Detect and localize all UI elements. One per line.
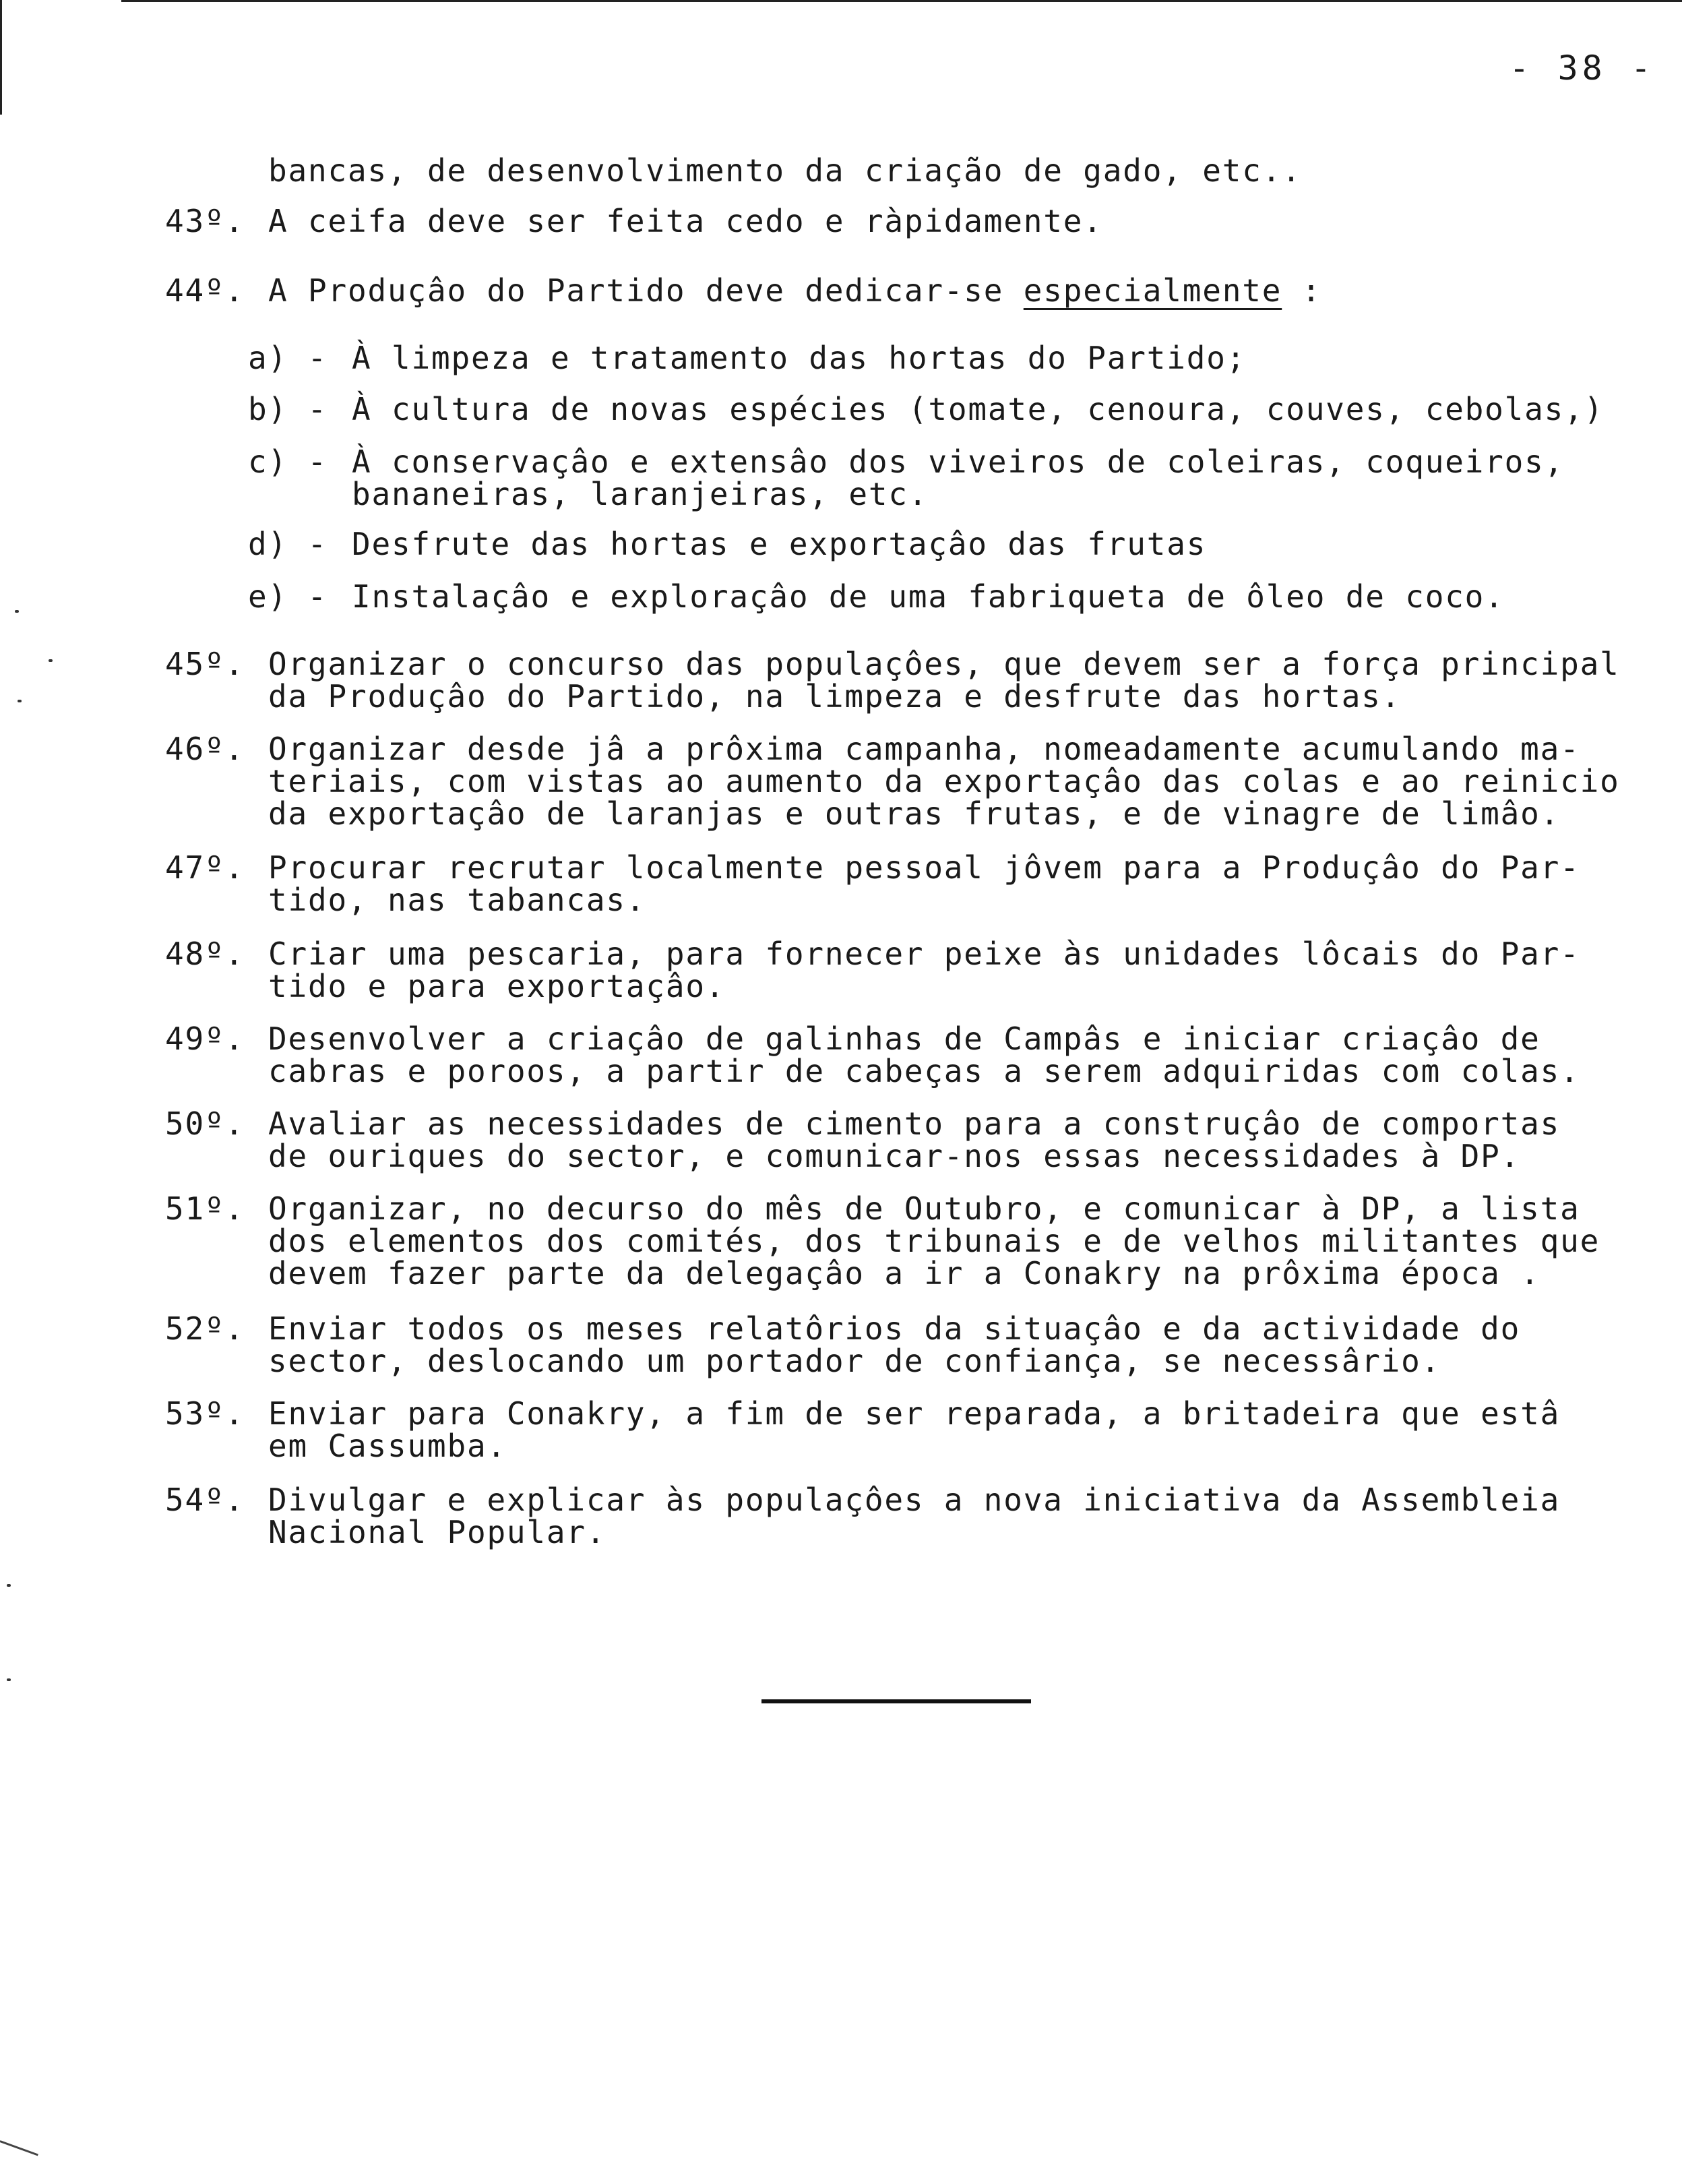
item-text-44 [268, 274, 1321, 307]
item-text-51-3: devem fazer parte da delegaçâo a ir a Conakry na prôxima época . [268, 1255, 1540, 1292]
subitem-text-c-1: À conservaçâo e extensâo dos viveiros de coleiras, coqueiros, [352, 444, 1565, 480]
item-text-50-2: de ouriques do sector, e comunicar-nos essas necessidades à DP. [268, 1138, 1521, 1174]
scan-speck [7, 1584, 11, 1587]
item-text-43: A ceifa deve ser feita cedo e ràpidamente. [268, 203, 1103, 239]
item-text-47-2: tido, nas tabancas. [268, 882, 646, 918]
item-text-46-3: da exportaçâo de laranjas e outras frutas, e de vinagre de limâo. [268, 795, 1561, 832]
item-text-50-1: Avaliar as necessidades de cimento para a construçâo de comportas [268, 1105, 1561, 1142]
item-number-52: 52º. [165, 1310, 245, 1347]
scan-corner-mark [0, 2140, 38, 2156]
item-number-50: 50º. [165, 1105, 245, 1142]
item-text-52-1: Enviar todos os meses relatôrios da situaçâo e da actividade do [268, 1310, 1521, 1347]
item-text-49-1: Desenvolver a criaçâo de galinhas de Campâs e iniciar criaçâo de [268, 1021, 1540, 1057]
item-text-45-1: Organizar o concurso das populaçôes, que devem ser a força principal [268, 646, 1620, 682]
subitem-text-c-2: bananeiras, laranjeiras, etc. [352, 476, 929, 512]
item-number-46: 46º. [165, 731, 245, 767]
item-text-53-2: em Cassumba. [268, 1428, 507, 1464]
subitem-label-c: c) - [248, 444, 328, 480]
item-number-47: 47º. [165, 849, 245, 886]
subitem-label-e: e) - [248, 578, 328, 615]
item-number-43: 43º. [165, 203, 245, 239]
scan-speck [18, 700, 22, 702]
subitem-text-d: Desfrute das hortas e exportaçâo das frutas [352, 526, 1207, 562]
item-text-54-2: Nacional Popular. [268, 1514, 606, 1550]
subitem-text-b: À cultura de novas espécies (tomate, cenoura, couves, cebolas,) [352, 391, 1605, 427]
scan-speck [15, 610, 19, 613]
item-text-52-2: sector, deslocando um portador de confiança, se necessârio. [268, 1343, 1441, 1379]
item-number-44: 44º. [165, 272, 245, 309]
item-number-53: 53º. [165, 1395, 245, 1432]
item-text-44-tail: : [1282, 272, 1322, 309]
scan-speck [7, 1678, 11, 1681]
item-text-44-main: A Produçâo do Partido deve dedicar-se [268, 272, 1024, 309]
closing-rule [761, 1699, 1031, 1703]
item-text-49-2: cabras e poroos, a partir de cabeças a serem adquiridas com colas. [268, 1053, 1580, 1089]
item-number-45: 45º. [165, 646, 245, 682]
scan-edge-left [0, 0, 2, 115]
item-text-46-1: Organizar desde jâ a prôxima campanha, nomeadamente acumulando ma- [268, 731, 1580, 767]
item-text-48-2: tido e para exportaçâo. [268, 968, 726, 1004]
item-number-54: 54º. [165, 1482, 245, 1518]
item-text-53-1: Enviar para Conakry, a fim de ser reparada, a britadeira que estâ [268, 1395, 1561, 1432]
item-number-49: 49º. [165, 1021, 245, 1057]
subitem-label-a: a) - [248, 340, 328, 376]
scan-speck [49, 659, 53, 662]
continuation-line: bancas, de desenvolvimento da criação de gado, etc.. [268, 152, 1302, 189]
item-text-45-2: da Produçâo do Partido, na limpeza e desfrute das hortas. [268, 678, 1402, 715]
subitem-label-b: b) - [248, 391, 328, 427]
emphasis-especialmente: especialmente [1023, 272, 1282, 309]
item-number-51: 51º. [165, 1190, 245, 1227]
item-text-47-1: Procurar recrutar localmente pessoal jôvem para a Produçâo do Par- [268, 849, 1580, 886]
page-number: - 38 - [1509, 49, 1655, 88]
item-text-51-1: Organizar, no decurso do mês de Outubro, e comunicar à DP, a lista [268, 1190, 1580, 1227]
subitem-text-e: Instalaçâo e exploraçâo de uma fabriqueta de ôleo de coco. [352, 578, 1505, 615]
item-text-46-2: teriais, com vistas ao aumento da exportaçâo das colas e ao reinicio [268, 763, 1620, 799]
item-text-54-1: Divulgar e explicar às populaçôes a nova iniciativa da Assembleia [268, 1482, 1561, 1518]
subitem-label-d: d) - [248, 526, 328, 562]
item-text-51-2: dos elementos dos comités, dos tribunais e de velhos militantes que [268, 1223, 1600, 1259]
item-number-48: 48º. [165, 936, 245, 972]
item-text-48-1: Criar uma pescaria, para fornecer peixe às unidades lôcais do Par- [268, 936, 1580, 972]
scan-edge-top [121, 0, 1682, 2]
subitem-text-a: À limpeza e tratamento das hortas do Partido; [352, 340, 1247, 376]
